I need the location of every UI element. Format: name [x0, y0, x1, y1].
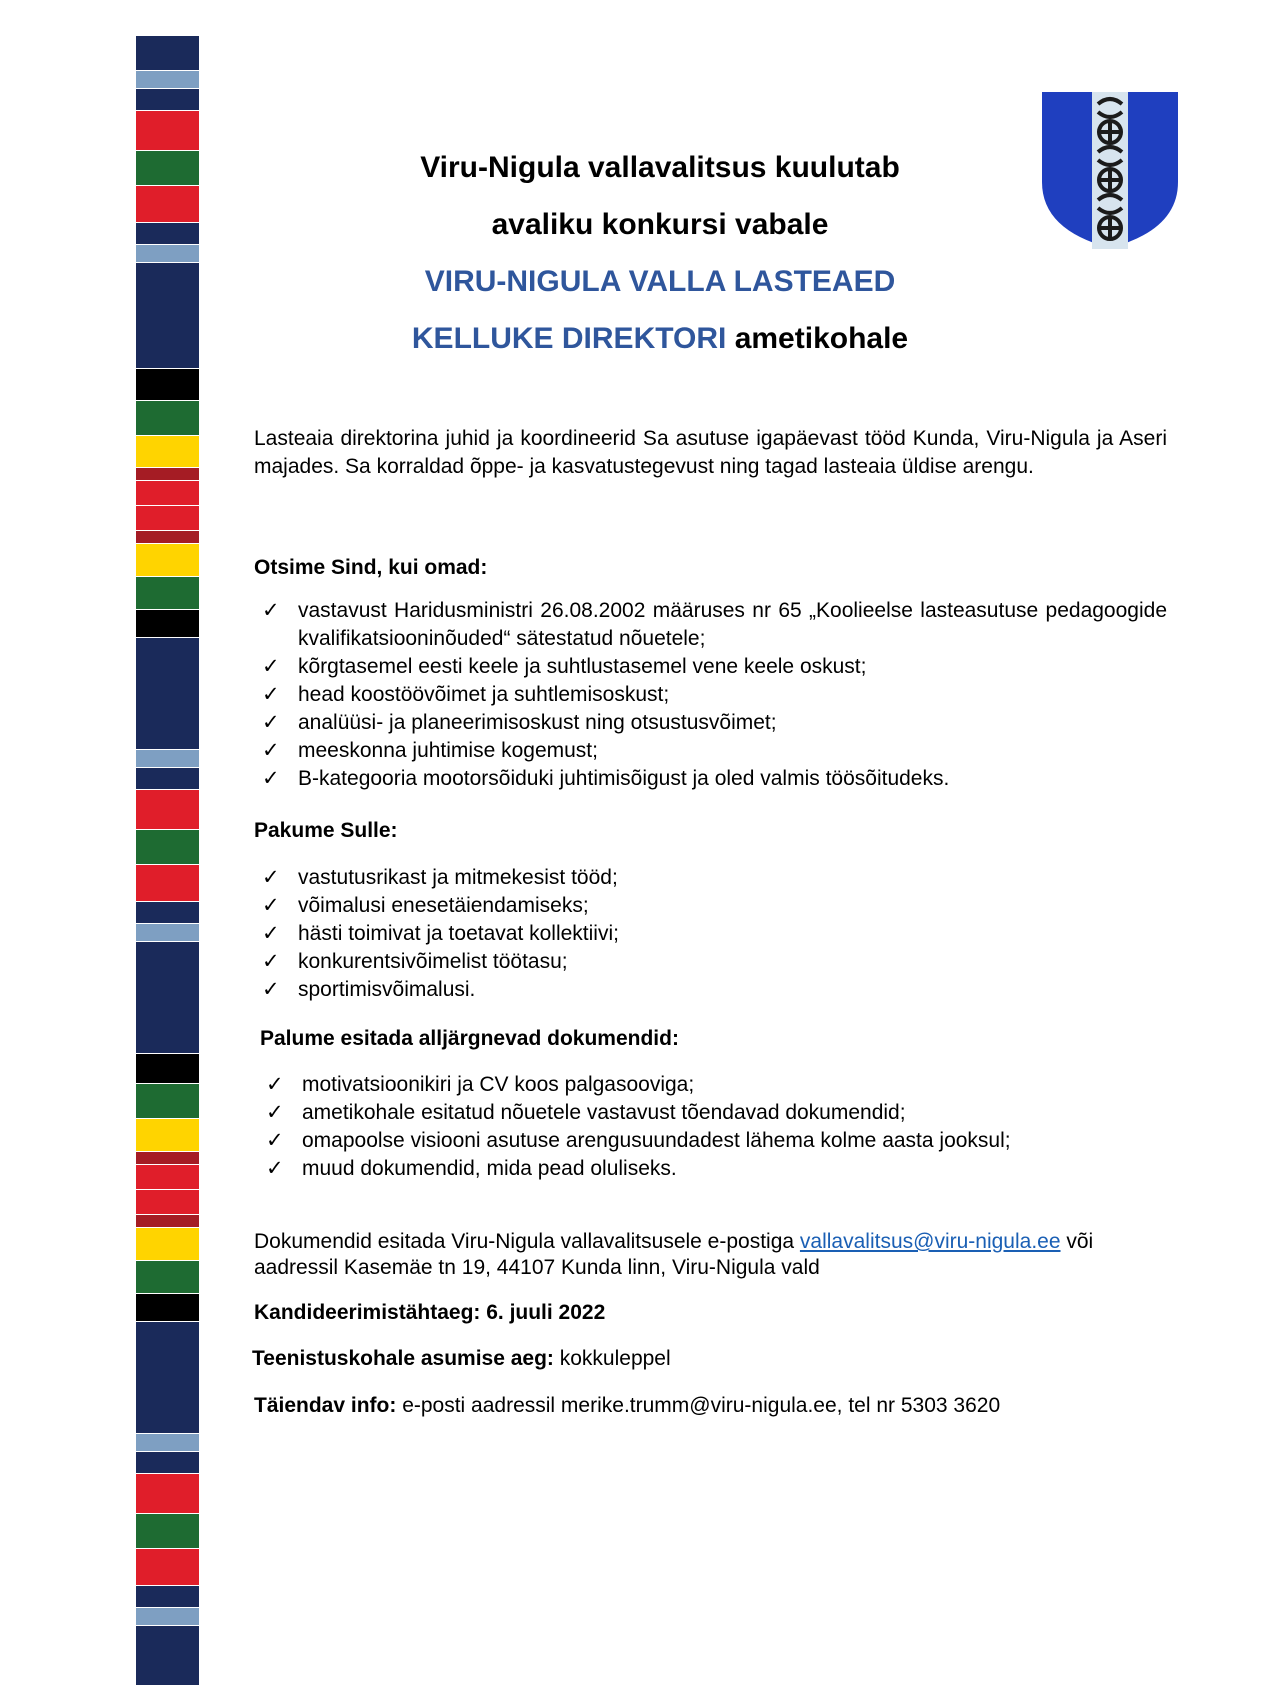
start-date-label: Teenistuskohale asumise aeg:	[252, 1347, 554, 1370]
checkmark-icon: ✓	[262, 599, 280, 622]
list-item: ✓ analüüsi- ja planeerimisoskust ning otsustusvõimet;	[262, 709, 1167, 737]
additional-info-value: e-posti aadressil merike.trumm@viru-nigula.ee, tel nr 5303 3620	[396, 1394, 1001, 1417]
stripe-segment	[136, 577, 199, 610]
intro-paragraph: Lasteaia direktorina juhid ja koordineerid Sa asutuse igapäevast tööd Kunda, Viru-Nigula ja Aseri majades. Sa korraldad õppe- ja kasvatustegevust ning tagad lasteaia üldise arengu.	[254, 427, 1167, 478]
stripe-segment	[136, 1626, 199, 1686]
stripe-segment	[136, 506, 199, 531]
stripe-segment	[136, 468, 199, 481]
stripe-segment	[136, 186, 199, 223]
stripe-segment	[136, 1190, 199, 1215]
list-item: ✓ B-kategooria mootorsõiduki juhtimisõigust ja oled valmis töösõitudeks.	[262, 765, 1167, 793]
heading-position-title: KELLUKE DIREKTORI	[411, 322, 727, 355]
checkmark-icon: ✓	[262, 922, 280, 945]
stripe-segment	[136, 865, 199, 902]
stripe-segment	[136, 481, 199, 506]
stripe-segment	[136, 768, 199, 790]
heading-line-1: Viru-Nigula vallavalitsus kuulutab	[420, 151, 900, 184]
stripe-segment	[136, 223, 199, 245]
list-item: ✓ meeskonna juhtimise kogemust;	[262, 737, 1167, 765]
stripe-segment	[136, 902, 199, 924]
stripe-segment	[136, 1608, 199, 1626]
stripe-segment	[136, 544, 199, 577]
stripe-segment	[136, 1084, 199, 1119]
stripe-segment	[136, 89, 199, 111]
checkmark-icon: ✓	[262, 711, 280, 734]
checkmark-icon: ✓	[262, 894, 280, 917]
list-item: ✓ motivatsioonikiri ja CV koos palgasooviga;	[266, 1071, 1166, 1099]
stripe-segment	[136, 151, 199, 186]
stripe-segment	[136, 1514, 199, 1549]
stripe-segment	[136, 1165, 199, 1190]
additional-info-label: Täiendav info:	[254, 1394, 397, 1417]
stripe-segment	[136, 790, 199, 830]
offer-list	[262, 864, 962, 1004]
stripe-segment	[136, 638, 199, 750]
application-deadline: Kandideerimistähtaeg: 6. juuli 2022	[254, 1301, 606, 1324]
stripe-segment	[136, 531, 199, 544]
start-date	[252, 1345, 671, 1373]
list-item: ✓ head koostöövõimet ja suhtlemisoskust;	[262, 681, 1167, 709]
stripe-segment	[136, 1474, 199, 1514]
checkmark-icon: ✓	[266, 1073, 284, 1096]
stripe-segment	[136, 1322, 199, 1434]
email-link[interactable]: vallavalitsus@viru-nigula.ee	[799, 1230, 1061, 1253]
checkmark-icon: ✓	[262, 655, 280, 678]
stripe-segment	[136, 924, 199, 942]
stripe-segment	[136, 369, 199, 401]
list-item: ✓ kõrgtasemel eesti keele ja suhtlustasemel vene keele oskust;	[262, 653, 1167, 681]
start-date-value: kokkuleppel	[553, 1347, 671, 1370]
stripe-segment	[136, 1261, 199, 1294]
stripe-segment	[136, 1549, 199, 1586]
list-item: ✓ võimalusi enesetäiendamiseks;	[262, 892, 962, 920]
checkmark-icon: ✓	[266, 1157, 284, 1180]
checkmark-icon: ✓	[262, 950, 280, 973]
submission-address: aadressil Kasemäe tn 19, 44107 Kunda linn, Viru-Nigula vald	[254, 1256, 820, 1279]
documents-list	[266, 1071, 1166, 1183]
submission-text: Dokumendid esitada Viru-Nigula vallavalitsusele e-postiga vallavalitsus@viru-nigula.ee või	[254, 1230, 1094, 1253]
stripe-segment	[136, 830, 199, 865]
checkmark-icon: ✓	[266, 1129, 284, 1152]
checkmark-icon: ✓	[262, 767, 280, 790]
documents-title: Palume esitada alljärgnevad dokumendid:	[260, 1027, 679, 1050]
checkmark-icon: ✓	[262, 978, 280, 1001]
heading-position-suffix: ametikohale	[726, 322, 909, 355]
checkmark-icon: ✓	[262, 866, 280, 889]
stripe-segment	[136, 1434, 199, 1452]
list-item: ✓ vastutusrikast ja mitmekesist tööd;	[262, 864, 962, 892]
stripe-segment	[136, 1152, 199, 1165]
heading-position	[250, 321, 1070, 357]
requirements-title: Otsime Sind, kui omad:	[254, 556, 488, 579]
offer-title: Pakume Sulle:	[254, 819, 398, 842]
stripe-segment	[136, 942, 199, 1054]
list-item: ✓ sportimisvõimalusi.	[262, 976, 962, 1004]
stripe-segment	[136, 750, 199, 768]
stripe-segment	[136, 610, 199, 638]
stripe-segment	[136, 436, 199, 468]
heading-institution: VIRU-NIGULA VALLA LASTEAED	[424, 265, 896, 298]
stripe-segment	[136, 401, 199, 436]
stripe-segment	[136, 245, 199, 263]
checkmark-icon: ✓	[262, 739, 280, 762]
checkmark-icon: ✓	[262, 683, 280, 706]
stripe-segment	[136, 1452, 199, 1474]
heading-line-2: avaliku konkursi vabale	[491, 208, 829, 241]
stripe-segment	[136, 1215, 199, 1228]
stripe-segment	[136, 71, 199, 89]
list-item: ✓ hästi toimivat ja toetavat kollektiivi;	[262, 920, 962, 948]
list-item: ✓ konkurentsivõimelist töötasu;	[262, 948, 962, 976]
list-item: ✓ muud dokumendid, mida pead oluliseks.	[266, 1155, 1166, 1183]
stripe-segment	[136, 1119, 199, 1152]
stripe-segment	[136, 1228, 199, 1261]
list-item: ✓ vastavust Haridusministri 26.08.2002 määruses nr 65 „Koolieelse lasteasutuse pedagoogide kvalifikatsiooninõuded“ sätestatud nõuetele;	[262, 599, 1167, 650]
stripe-segment	[136, 1294, 199, 1322]
list-item: ✓ ametikohale esitatud nõuetele vastavust tõendavad dokumendid;	[266, 1099, 1166, 1127]
additional-info	[254, 1392, 1000, 1420]
stripe-segment	[136, 1586, 199, 1608]
stripe-segment	[136, 111, 199, 151]
list-item: ✓ omapoolse visiooni asutuse arengusuundadest lähema kolme aasta jooksul;	[266, 1127, 1166, 1155]
checkmark-icon: ✓	[266, 1101, 284, 1124]
decorative-color-stripe	[136, 36, 199, 1651]
stripe-segment	[136, 36, 199, 71]
stripe-segment	[136, 263, 199, 369]
requirements-list	[262, 597, 1167, 793]
stripe-segment	[136, 1054, 199, 1084]
